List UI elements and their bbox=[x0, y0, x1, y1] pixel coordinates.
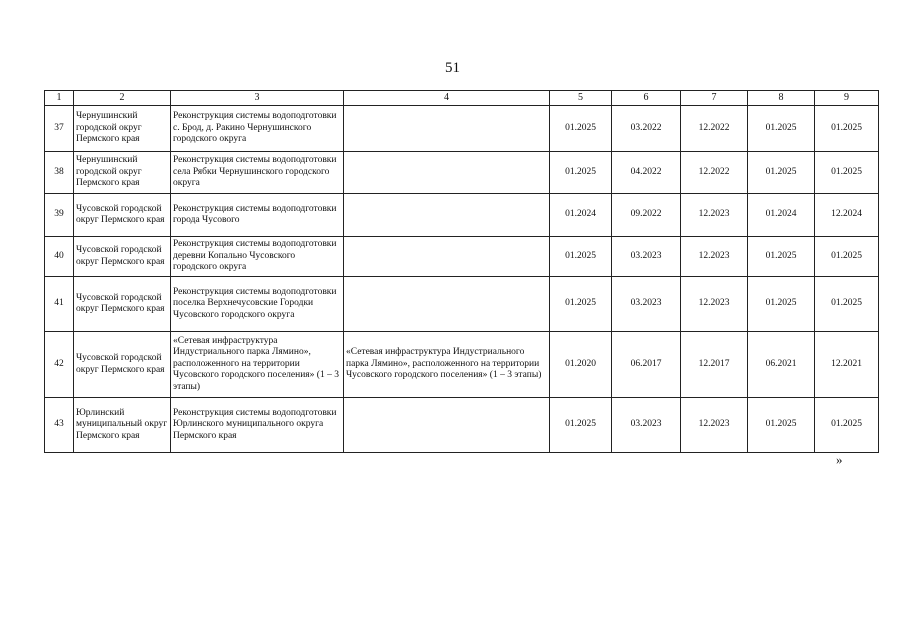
date-cell-8: 01.2024 bbox=[748, 194, 815, 237]
date-cell-5: 01.2025 bbox=[550, 237, 612, 277]
date-cell-7: 12.2023 bbox=[681, 237, 748, 277]
column-4-cell bbox=[344, 398, 550, 453]
date-cell-7: 12.2023 bbox=[681, 398, 748, 453]
column-4-cell bbox=[344, 194, 550, 237]
date-cell-5: 01.2025 bbox=[550, 106, 612, 152]
row-number: 39 bbox=[45, 194, 74, 237]
closing-quote: » bbox=[836, 452, 843, 467]
date-cell-5: 01.2025 bbox=[550, 152, 612, 194]
table-row bbox=[45, 332, 879, 398]
date-cell-8: 06.2021 bbox=[748, 332, 815, 398]
column-header: 5 bbox=[550, 91, 612, 106]
date-cell-9: 01.2025 bbox=[815, 152, 879, 194]
entity-cell: Чусовской городской округ Пермского края bbox=[74, 237, 171, 277]
column-4-cell bbox=[344, 106, 550, 152]
date-cell-6: 06.2017 bbox=[612, 332, 681, 398]
project-cell: Реконструкция системы водоподготовки города Чусового bbox=[171, 194, 344, 237]
column-header: 6 bbox=[612, 91, 681, 106]
entity-cell: Чусовской городской округ Пермского края bbox=[74, 332, 171, 398]
column-header: 8 bbox=[748, 91, 815, 106]
column-header: 2 bbox=[74, 91, 171, 106]
date-cell-7: 12.2023 bbox=[681, 277, 748, 332]
entity-cell: Чернушинский городской округ Пермского края bbox=[74, 106, 171, 152]
date-cell-8: 01.2025 bbox=[748, 398, 815, 453]
row-number: 41 bbox=[45, 277, 74, 332]
project-cell: Реконструкция системы водоподготовки поселка Верхнечусовские Городки Чусовского городского округа bbox=[171, 277, 344, 332]
column-header: 3 bbox=[171, 91, 344, 106]
entity-cell: Юрлинский муниципальный округ Пермского края bbox=[74, 398, 171, 453]
date-cell-9: 01.2025 bbox=[815, 106, 879, 152]
project-cell: «Сетевая инфраструктура Индустриального парка Лямино», расположенного на территории Чусовского городского поселения» (1 – 3 этапы) bbox=[171, 332, 344, 398]
project-cell: Реконструкция системы водоподготовки деревни Копально Чусовского городского округа bbox=[171, 237, 344, 277]
date-cell-9: 12.2021 bbox=[815, 332, 879, 398]
column-header: 4 bbox=[344, 91, 550, 106]
date-cell-5: 01.2025 bbox=[550, 277, 612, 332]
date-cell-9: 01.2025 bbox=[815, 237, 879, 277]
column-4-cell bbox=[344, 237, 550, 277]
date-cell-5: 01.2024 bbox=[550, 194, 612, 237]
table-row bbox=[45, 277, 879, 332]
column-header: 7 bbox=[681, 91, 748, 106]
date-cell-9: 12.2024 bbox=[815, 194, 879, 237]
date-cell-6: 03.2023 bbox=[612, 277, 681, 332]
entity-cell: Чусовской городской округ Пермского края bbox=[74, 277, 171, 332]
row-number: 38 bbox=[45, 152, 74, 194]
date-cell-6: 04.2022 bbox=[612, 152, 681, 194]
date-cell-7: 12.2022 bbox=[681, 106, 748, 152]
date-cell-6: 03.2023 bbox=[612, 398, 681, 453]
row-number: 42 bbox=[45, 332, 74, 398]
page-number: 51 bbox=[445, 60, 460, 76]
date-cell-9: 01.2025 bbox=[815, 398, 879, 453]
column-4-cell bbox=[344, 277, 550, 332]
row-number: 37 bbox=[45, 106, 74, 152]
table-row bbox=[45, 237, 879, 277]
date-cell-6: 03.2022 bbox=[612, 106, 681, 152]
date-cell-5: 01.2025 bbox=[550, 398, 612, 453]
row-number: 43 bbox=[45, 398, 74, 453]
row-number: 40 bbox=[45, 237, 74, 277]
column-header: 9 bbox=[815, 91, 879, 106]
project-cell: Реконструкция системы водоподготовки села Рябки Чернушинского городского округа bbox=[171, 152, 344, 194]
date-cell-9: 01.2025 bbox=[815, 277, 879, 332]
project-cell: Реконструкция системы водоподготовки с. Брод, д. Ракино Чернушинского городского округа bbox=[171, 106, 344, 152]
date-cell-8: 01.2025 bbox=[748, 237, 815, 277]
table-header-row bbox=[45, 91, 879, 106]
date-cell-7: 12.2017 bbox=[681, 332, 748, 398]
data-table bbox=[44, 90, 879, 453]
table-row bbox=[45, 152, 879, 194]
column-header: 1 bbox=[45, 91, 74, 106]
date-cell-7: 12.2023 bbox=[681, 194, 748, 237]
date-cell-6: 03.2023 bbox=[612, 237, 681, 277]
project-cell: Реконструкция системы водоподготовки Юрлинского муниципального округа Пермского края bbox=[171, 398, 344, 453]
date-cell-5: 01.2020 bbox=[550, 332, 612, 398]
column-4-cell: «Сетевая инфраструктура Индустриального парка Лямино», расположенного на территории Чусовского городского поселения» (1 – 3 этапы) bbox=[344, 332, 550, 398]
table-row bbox=[45, 194, 879, 237]
date-cell-6: 09.2022 bbox=[612, 194, 681, 237]
entity-cell: Чусовской городской округ Пермского края bbox=[74, 194, 171, 237]
date-cell-8: 01.2025 bbox=[748, 152, 815, 194]
table-row bbox=[45, 398, 879, 453]
entity-cell: Чернушинский городской округ Пермского края bbox=[74, 152, 171, 194]
date-cell-8: 01.2025 bbox=[748, 277, 815, 332]
date-cell-7: 12.2022 bbox=[681, 152, 748, 194]
date-cell-8: 01.2025 bbox=[748, 106, 815, 152]
column-4-cell bbox=[344, 152, 550, 194]
table-row bbox=[45, 106, 879, 152]
